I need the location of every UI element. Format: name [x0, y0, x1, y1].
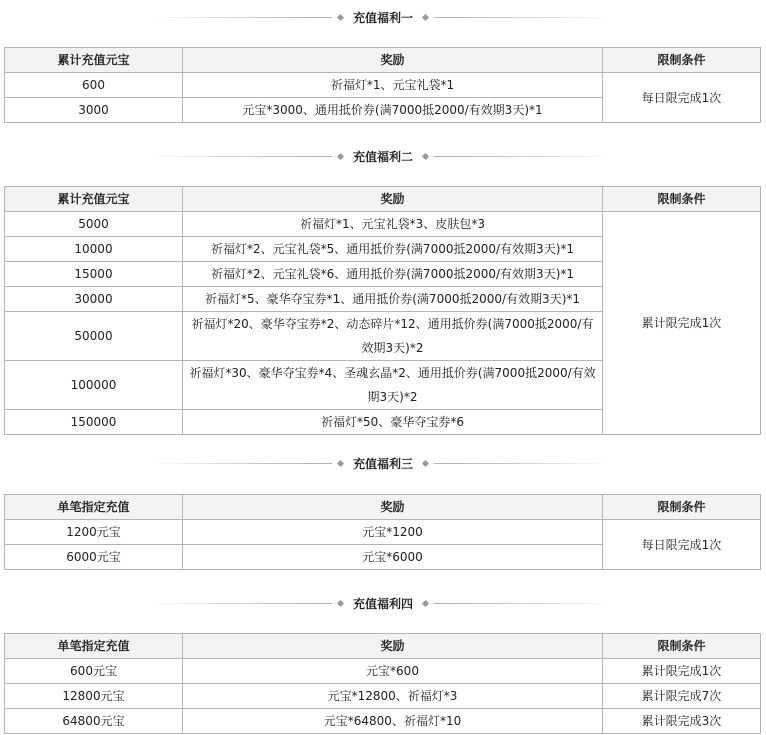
section-title: 充值福利四 [352, 596, 413, 611]
reward-cell: 祈福灯*50、豪华夺宝券*6 [183, 410, 603, 435]
column-header: 限制条件 [603, 495, 761, 520]
column-header: 单笔指定充值 [5, 495, 183, 520]
table-row [5, 73, 761, 98]
reward-cell: 元宝*12800、祈福灯*3 [183, 684, 603, 709]
condition-cell: 累计限完成3次 [603, 709, 761, 734]
column-header: 奖励 [183, 48, 603, 73]
diamond-icon [337, 152, 344, 159]
diamond-icon [422, 152, 429, 159]
column-header: 奖励 [183, 634, 603, 659]
divider-right [434, 17, 614, 18]
diamond-icon [337, 599, 344, 606]
reward-table-4 [4, 633, 761, 734]
reward-table-2 [4, 186, 761, 435]
reward-cell: 祈福灯*30、豪华夺宝券*4、圣魂玄晶*2、通用抵价券(满7000抵2000/有效期3天)*2 [183, 361, 603, 410]
divider-left [152, 17, 332, 18]
amount-cell: 50000 [5, 312, 183, 361]
table-header-row [5, 634, 761, 659]
section-3-heading [0, 452, 766, 474]
divider-left [152, 156, 332, 157]
amount-cell: 1200元宝 [5, 520, 183, 545]
table-row [5, 520, 761, 545]
divider-left [152, 603, 332, 604]
table-header-row [5, 187, 761, 212]
diamond-icon [422, 459, 429, 466]
amount-cell: 5000 [5, 212, 183, 237]
amount-cell: 100000 [5, 361, 183, 410]
table-header-row [5, 48, 761, 73]
section-4-heading [0, 592, 766, 614]
condition-cell: 累计限完成7次 [603, 684, 761, 709]
amount-cell: 64800元宝 [5, 709, 183, 734]
column-header: 限制条件 [603, 187, 761, 212]
divider-left [152, 463, 332, 464]
amount-cell: 12800元宝 [5, 684, 183, 709]
condition-cell: 每日限完成1次 [603, 73, 761, 123]
section-title: 充值福利一 [352, 10, 413, 25]
condition-cell: 累计限完成1次 [603, 659, 761, 684]
column-header: 累计充值元宝 [5, 48, 183, 73]
divider-right [434, 156, 614, 157]
column-header: 单笔指定充值 [5, 634, 183, 659]
section-title: 充值福利三 [352, 456, 413, 471]
column-header: 限制条件 [603, 634, 761, 659]
reward-cell: 祈福灯*5、豪华夺宝券*1、通用抵价券(满7000抵2000/有效期3天)*1 [183, 287, 603, 312]
reward-table-3 [4, 494, 761, 570]
column-header: 奖励 [183, 187, 603, 212]
table-row [5, 709, 761, 734]
condition-cell: 累计限完成1次 [603, 212, 761, 435]
amount-cell: 600元宝 [5, 659, 183, 684]
divider-right [434, 463, 614, 464]
diamond-icon [422, 13, 429, 20]
table-header-row [5, 495, 761, 520]
reward-cell: 元宝*3000、通用抵价券(满7000抵2000/有效期3天)*1 [183, 98, 603, 123]
reward-cell: 祈福灯*2、元宝礼袋*5、通用抵价券(满7000抵2000/有效期3天)*1 [183, 237, 603, 262]
reward-cell: 祈福灯*1、元宝礼袋*1 [183, 73, 603, 98]
amount-cell: 10000 [5, 237, 183, 262]
section-2-heading [0, 145, 766, 167]
condition-cell: 每日限完成1次 [603, 520, 761, 570]
reward-cell: 祈福灯*20、豪华夺宝券*2、动态碎片*12、通用抵价券(满7000抵2000/有效期3天)*2 [183, 312, 603, 361]
amount-cell: 3000 [5, 98, 183, 123]
section-1-heading [0, 6, 766, 28]
amount-cell: 15000 [5, 262, 183, 287]
reward-table-1 [4, 47, 761, 123]
column-header: 限制条件 [603, 48, 761, 73]
diamond-icon [337, 459, 344, 466]
amount-cell: 30000 [5, 287, 183, 312]
diamond-icon [422, 599, 429, 606]
reward-cell: 祈福灯*1、元宝礼袋*3、皮肤包*3 [183, 212, 603, 237]
reward-cell: 元宝*600 [183, 659, 603, 684]
table-row [5, 212, 761, 237]
amount-cell: 150000 [5, 410, 183, 435]
amount-cell: 6000元宝 [5, 545, 183, 570]
reward-cell: 元宝*1200 [183, 520, 603, 545]
reward-cell: 元宝*6000 [183, 545, 603, 570]
reward-cell: 元宝*64800、祈福灯*10 [183, 709, 603, 734]
reward-cell: 祈福灯*2、元宝礼袋*6、通用抵价券(满7000抵2000/有效期3天)*1 [183, 262, 603, 287]
column-header: 奖励 [183, 495, 603, 520]
divider-right [434, 603, 614, 604]
diamond-icon [337, 13, 344, 20]
column-header: 累计充值元宝 [5, 187, 183, 212]
amount-cell: 600 [5, 73, 183, 98]
table-row [5, 684, 761, 709]
table-row [5, 659, 761, 684]
section-title: 充值福利二 [352, 149, 413, 164]
